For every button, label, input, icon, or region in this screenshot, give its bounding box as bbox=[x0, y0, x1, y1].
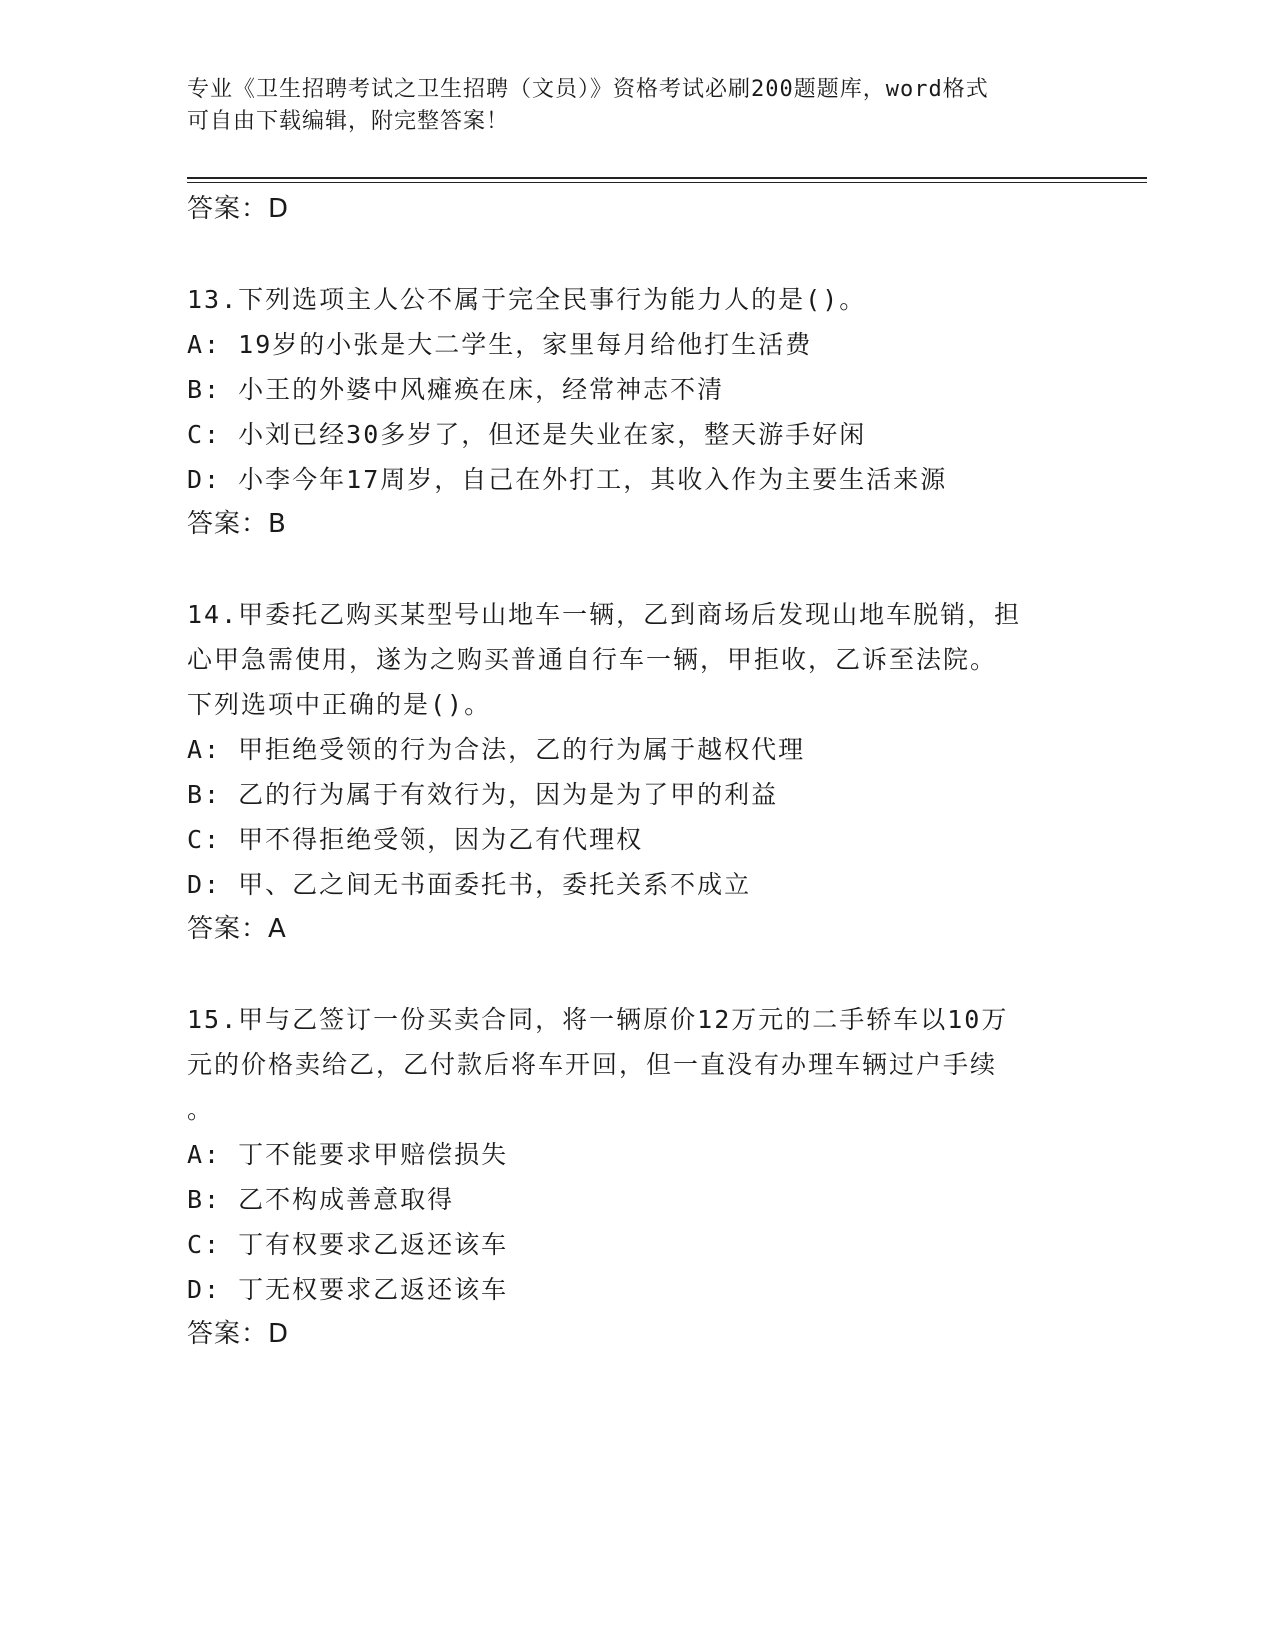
question-text: 15.甲与乙签订一份买卖合同，将一辆原价12万元的二手轿车以10万 bbox=[187, 1005, 1009, 1034]
answer-line: 答案：D bbox=[187, 194, 290, 224]
question-text: 14.甲委托乙购买某型号山地车一辆，乙到商场后发现山地车脱销，担 bbox=[187, 600, 1022, 629]
answer-line: 答案：B bbox=[187, 509, 287, 539]
question-text: 心甲急需使用，遂为之购买普通自行车一辆，甲拒收，乙诉至法院。 bbox=[187, 645, 998, 674]
header-divider-thin bbox=[187, 182, 1147, 183]
answer-line: 答案：D bbox=[187, 1319, 290, 1349]
spacer bbox=[187, 232, 1107, 277]
question-list bbox=[187, 187, 1107, 1357]
header-line-1: 专业《卫生招聘考试之卫生招聘（文员）》资格考试必刷200题题库，word格式 bbox=[187, 77, 989, 102]
question-text: 。 bbox=[187, 1095, 215, 1124]
header-divider-thick bbox=[187, 177, 1147, 179]
option-b: B: 乙不构成善意取得 bbox=[187, 1185, 455, 1214]
option-d: D: 甲、乙之间无书面委托书，委托关系不成立 bbox=[187, 870, 752, 899]
option-c: C: 小刘已经30多岁了，但还是失业在家，整天游手好闲 bbox=[187, 420, 867, 449]
answer-line: 答案：A bbox=[187, 914, 287, 944]
question-text: 元的价格卖给乙，乙付款后将车开回，但一直没有办理车辆过户手续 bbox=[187, 1050, 998, 1079]
option-a: A: 19岁的小张是大二学生，家里每月给他打生活费 bbox=[187, 330, 813, 359]
header-line-2: 可自由下载编辑，附完整答案！ bbox=[187, 109, 510, 134]
question-13 bbox=[187, 277, 1107, 547]
option-d: D: 丁无权要求乙返还该车 bbox=[187, 1275, 509, 1304]
spacer bbox=[187, 547, 1107, 592]
option-d: D: 小李今年17周岁，自己在外打工，其收入作为主要生活来源 bbox=[187, 465, 948, 494]
option-c: C: 甲不得拒绝受领，因为乙有代理权 bbox=[187, 825, 644, 854]
question-text: 下列选项中正确的是()。 bbox=[187, 690, 492, 719]
option-c: C: 丁有权要求乙返还该车 bbox=[187, 1230, 509, 1259]
option-a: A: 甲拒绝受领的行为合法，乙的行为属于越权代理 bbox=[187, 735, 806, 764]
option-b: B: 乙的行为属于有效行为，因为是为了甲的利益 bbox=[187, 780, 779, 809]
spacer bbox=[187, 952, 1107, 997]
document-header bbox=[187, 74, 1067, 138]
question-15 bbox=[187, 997, 1107, 1357]
question-text: 13.下列选项主人公不属于完全民事行为能力人的是()。 bbox=[187, 285, 867, 314]
option-a: A: 丁不能要求甲赔偿损失 bbox=[187, 1140, 509, 1169]
question-14 bbox=[187, 592, 1107, 952]
option-b: B: 小王的外婆中风瘫痪在床，经常神志不清 bbox=[187, 375, 725, 404]
